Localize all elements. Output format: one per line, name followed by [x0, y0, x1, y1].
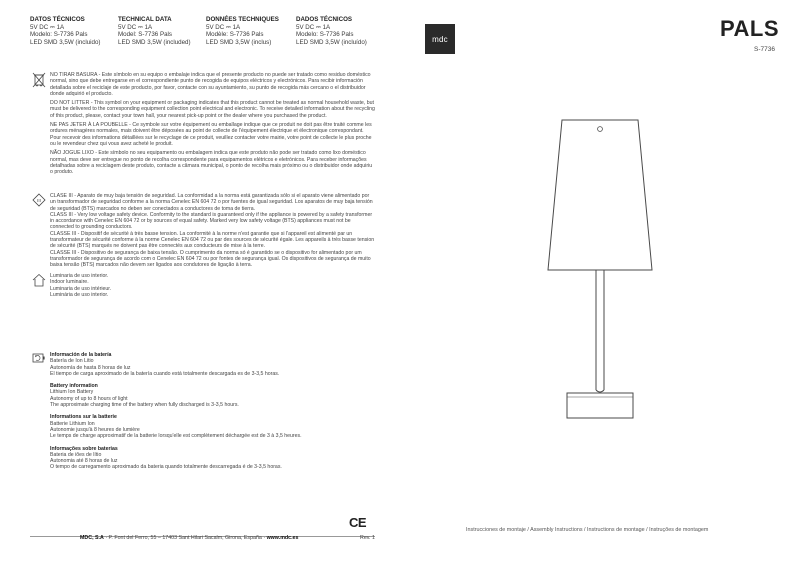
battery-recycle-icon	[32, 351, 46, 367]
mdc-logo: mdc	[425, 24, 455, 54]
spec-model: Model: S-7736 Pals	[118, 31, 172, 39]
indoor-pt: Luminária de uso interior.	[50, 291, 109, 298]
indoor-house-icon	[32, 273, 46, 289]
weee-notice	[50, 72, 375, 175]
battery-autonomy: Autonomía de hasta 8 horas de luz	[50, 364, 131, 371]
lamp-shade	[548, 120, 652, 270]
spec-title: TECHNICAL DATA	[118, 16, 172, 23]
battery-fr	[50, 414, 370, 439]
indoor-en: Indoor luminaire.	[50, 279, 89, 286]
spec-voltage: 5V DC ⎓ 1A	[296, 23, 331, 31]
spec-voltage: 5V DC ⎓ 1A	[118, 23, 153, 31]
spec-column-es	[30, 16, 130, 46]
svg-text:III: III	[37, 198, 41, 203]
indoor-notice	[50, 273, 250, 298]
lamp-stem	[596, 270, 604, 392]
battery-info	[50, 352, 370, 477]
spec-column-en	[118, 16, 218, 46]
class-iii-es: CLASE III - Aparato de muy baja tensión de seguridad. La conformidad a la norma está garantizada sólo si el aparato viene alimentado por un transformador de seguridad conforme a la norma Cenelec EN 604 72 o por fuentes de igual seguridad. Los aparatos de muy baja tensión de seguridad (BTS) marcados no deben ser conectados a conductores de toma de tierra.	[50, 193, 373, 212]
battery-type: Bateria de iões de lítio	[50, 451, 102, 458]
battery-autonomy: Autonomie jusqu'à 8 heures de lumière	[50, 426, 140, 433]
battery-autonomy: Autonomia até 8 horas de luz	[50, 458, 118, 465]
class-iii-en: CLASS III - Very low voltage safety device. Conformity to the standard is guaranteed only if the appliance is powered by a safety transformer in accordance with Cenelec EN 604 72 or by sources of equal safety. Marked very low safety voltage (BTS) appliances must not be connected to grounding conductors.	[50, 211, 373, 231]
spec-led: LED SMD 3,5W (inclus)	[206, 38, 272, 46]
ce-mark: CE	[349, 515, 367, 530]
product-reference: S-7736	[754, 46, 775, 53]
battery-charge-time: Le temps de charge approximatif de la batterie lorsqu'elle est complètement déchargée est de 3 à 3,5 heures.	[50, 433, 302, 440]
lamp-base	[567, 393, 633, 418]
lamp-illustration	[520, 110, 680, 440]
battery-autonomy: Autonomy of up to 8 hours of light	[50, 395, 128, 402]
spec-column-fr	[206, 16, 306, 46]
battery-pt	[50, 446, 370, 471]
assembly-instructions-label: Instrucciones de montaje / Assembly Instructions / Instructions de montage / Instruções de montagem	[466, 527, 709, 533]
weee-fr: NE PAS JETER À LA POUBELLE - Ce symbole sur votre équipement ou emballage indique que ce produit ne doit pas être traité comme les ordures ménagères normales, mais doivent être déposées au point de collecte de l'équipement électrique et électronique correspondant. Pour recevoir des informations détaillées sur le recyclage de ce produit, veuillez contacter votre mairie, votre point de collecte le plus proche ou le revendeur chez qui vous avez acheté le produit.	[50, 122, 372, 147]
battery-title: Informações sobre baterias	[50, 445, 118, 452]
company-address: · P. Font del Ferro, 55 – 17403 Sant Hilari Sacalm, Girona, España ·	[103, 535, 267, 541]
company-website[interactable]: www.mdc.es	[266, 535, 299, 541]
spec-column-pt	[296, 16, 396, 46]
battery-en	[50, 383, 370, 408]
battery-title: Battery information	[50, 383, 98, 390]
battery-title: Informations sur la batterie	[50, 414, 117, 421]
spec-led: LED SMD 3,5W (incluído)	[296, 38, 367, 46]
battery-type: Batterie Lithium Ion	[50, 420, 95, 427]
class-iii-pt: CLASSE III - Dispositivo de segurança de baixa tensão. O cumprimento da norma só é garantido se o dispositivo for alimentado por um transformador de segurança de acordo com o Cenelec EN 604 72 ou por fontes de segurança igual. Os dispositivos de segurança de muito baixa tensão (BTS) marcados não devem ser ligados aos condutores de ligação à terra.	[50, 249, 371, 269]
product-name: PALS	[720, 16, 780, 41]
spec-title: DONNÉES TECHNIQUES	[206, 16, 279, 23]
battery-charge-time: O tempo de carregamento aproximado da bateria quando totalmente descarregada é de 3-3,5 horas.	[50, 464, 282, 471]
class-iii-fr: CLASSE III - Dispositif de sécurité à très basse tension. La conformité à la norme n'est garantie que si l'appareil est alimenté par un transformateur de sécurité conforme à la norme Cenelec EN 604 72 ou par des sources de sécurité égale. Les appareils à très basse tension de sécurité (BTS) marqués ne doivent pas être connectés aux conducteurs de mise à la terre.	[50, 230, 375, 250]
spec-title: DATOS TÉCNICOS	[30, 16, 85, 23]
battery-type: Lithium Ion Battery	[50, 389, 94, 396]
class-iii-icon	[32, 193, 46, 209]
spec-led: LED SMD 3,5W (incluido)	[30, 38, 101, 46]
spec-voltage: 5V DC ⎓ 1A	[30, 23, 65, 31]
battery-charge-time: El tiempo de carga aproximado de la batería cuando está totalmente descargada es de 3-3,5 horas.	[50, 370, 280, 377]
spec-model: Modèle: S-7736 Pals	[206, 31, 264, 39]
battery-es	[50, 352, 370, 377]
class-iii-notice	[50, 193, 375, 269]
spec-title: DADOS TÉCNICOS	[296, 16, 353, 23]
weee-es: NO TIRAR BASURA - Este símbolo en su equipo o embalaje indica que el presente producto no puede ser tratado como residuo doméstico normal, sino que debe entregarse en el correspondiente punto de recogida de equipos eléctricos y electrónicos. Para recibir información detallada sobre el reciclaje de este producto, por favor, contacte con su ayuntamiento, su punto de recogida más cercano o el distribuidor donde adquirió el producto.	[50, 72, 371, 97]
weee-en: DO NOT LITTER - This symbol on your equipment or packaging indicates that this product cannot be treated as normal household waste, but must be delivered to the corresponding equipment collection point electrical and electronic. To receive detailed information about the recycling of this product, please, contact your town hall, your nearest pick-up point or the dealer where you purchased the product.	[50, 100, 375, 119]
battery-title: Información de la batería	[50, 352, 112, 358]
battery-charge-time: The approximate charging time of the battery when fully discharged is 3-3,5 hours.	[50, 402, 239, 409]
footer-address	[80, 535, 298, 541]
weee-pt: NÃO JOGUE LIXO - Este símbolo no seu equipamento ou embalagem indica que este produto não pode ser tratado como lixo doméstico normal, mas deve ser entregue no ponto de recolha correspondente para equipamentos elétricos e eletrónicos. Para receber informações detalhadas sobre a reciclagem deste produto, contacte a câmara municipal, o ponto de recolha mais próximo ou o distribuidor onde adquiriu o produto.	[50, 150, 373, 176]
spec-voltage: 5V DC ⎓ 1A	[206, 23, 241, 31]
weee-bin-icon	[32, 72, 46, 88]
indoor-es: Luminaria de uso interior.	[50, 273, 109, 279]
battery-type: Batería de Ion Litio	[50, 358, 94, 365]
touch-button-icon	[598, 127, 603, 132]
company-name: MDC, S.A	[80, 535, 104, 541]
spec-model: Modelo: S-7736 Pals	[30, 31, 88, 39]
revision-label: Rev. 1	[360, 535, 375, 541]
indoor-fr: Luminaria de uso intérieur.	[50, 285, 112, 292]
spec-model: Modelo: S-7736 Pals	[296, 31, 354, 39]
spec-led: LED SMD 3,5W (included)	[118, 38, 191, 46]
